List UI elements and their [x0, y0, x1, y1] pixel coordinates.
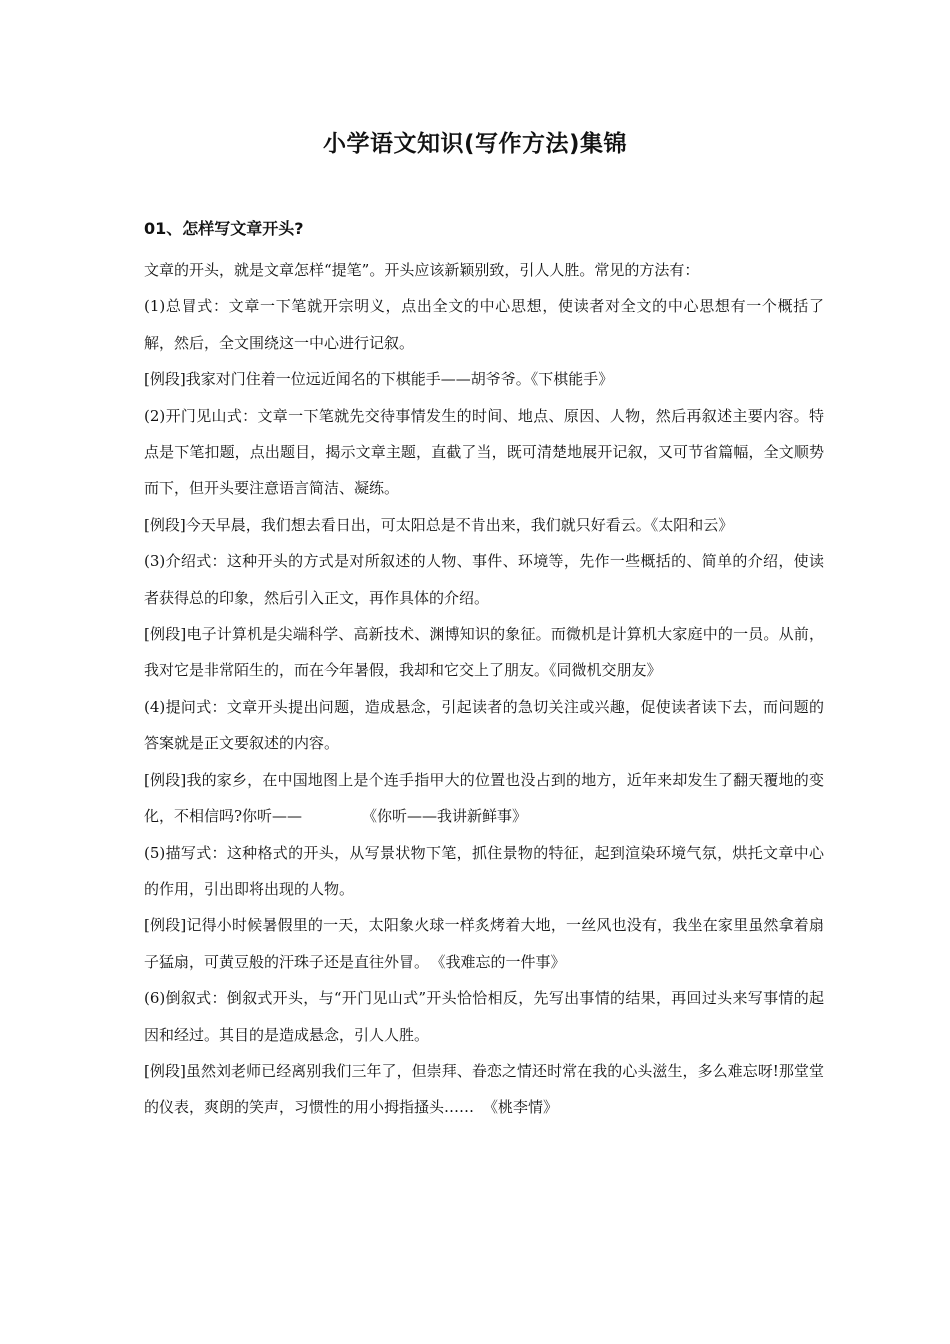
section-body — [144, 252, 824, 1126]
example-source: 《桃李情》 — [483, 1098, 559, 1117]
method-5-definition: (5)描写式：这种格式的开头，从写景状物下笔，抓住景物的特征，起到渲染环境气氛，烘托文章中心的作用，引出即将出现的人物。 — [144, 843, 824, 898]
method-6-definition: (6)倒叙式：倒叙式开头，与“开门见山式”开头恰恰相反，先写出事情的结果，再回过头来写事情的起因和经过。其目的是造成悬念，引人人胜。 — [144, 989, 824, 1044]
example-text: [例段]虽然刘老师已经离别我们三年了，但崇拜、眷恋之情还时常在我的心头滋生，多么难忘呀!那堂堂的仪表，爽朗的笑声，习惯性的用小拇指搔头…… — [144, 1061, 824, 1117]
method-2-definition: (2)开门见山式：文章一下笔就先交待事情发生的时间、地点、原因、人物，然后再叙述主要内容。特点是下笔扣题，点出题目，揭示文章主题，直截了当，既可清楚地展开记叙，又可节省篇幅，全文顺势而下，但开头要注意语言简洁、凝练。 — [144, 406, 824, 498]
method-1-definition: (1)总冒式：文章一下笔就开宗明义，点出全文的中心思想，使读者对全文的中心思想有一个概括了解，然后，全文围绕这一中心进行记叙。 — [144, 297, 824, 352]
example-text: [例段]记得小时候暑假里的一天，太阳象火球一样炙烤着大地，一丝风也没有，我坐在家里虽然拿着扇子猛扇，可黄豆般的汗珠子还是直往外冒。 — [144, 916, 824, 971]
example-text: [例段]今天早晨，我们想去看日出，可太阳总是不肯出来，我们就只好看云。 — [144, 515, 651, 534]
example-source: 《我难忘的一件事》 — [438, 952, 566, 971]
example-source: 《你听——我讲新鲜事》 — [362, 807, 528, 826]
example-text: [例段]电子计算机是尖端科学、高新技术、渊博知识的象征。而微机是计算机大家庭中的一员。从前，我对它是非常陌生的，而在今年暑假，我却和它交上了朋友。 — [144, 625, 824, 680]
example-text: [例段]我家对门住着一位远近闻名的下棋能手——胡爷爷。 — [144, 370, 531, 389]
document-title: 小学语文知识(写作方法)集锦 — [322, 131, 628, 157]
method-2-example — [144, 507, 824, 543]
example-source: 《太阳和云》 — [650, 515, 734, 534]
example-text: [例段]我的家乡，在中国地图上是个连手指甲大的位置也没占到的地方，近年来却发生了翻天覆地的变化，不相信吗?你听—— — [144, 770, 824, 826]
method-1-example — [144, 361, 824, 397]
method-3-example — [144, 616, 824, 689]
example-source: 《同微机交朋友》 — [549, 661, 662, 680]
section-heading: 01、怎样写文章开头? — [144, 219, 304, 238]
method-4-definition: (4)提问式：文章开头提出问题，造成悬念，引起读者的急切关注或兴趣，促使读者读下去，而问题的答案就是正文要叙述的内容。 — [144, 697, 824, 753]
method-5-example — [144, 907, 824, 980]
intro-paragraph: 文章的开头，就是文章怎样“提笔”。开头应该新颖别致，引人人胜。常见的方法有： — [144, 261, 700, 279]
method-6-example — [144, 1053, 824, 1126]
method-3-definition: (3)介绍式：这种开头的方式是对所叙述的人物、事件、环境等，先作一些概括的、简单的介绍，使读者获得总的印象，然后引入正文，再作具体的介绍。 — [144, 552, 824, 607]
example-source: 《下棋能手》 — [530, 370, 614, 389]
method-4-example — [144, 762, 824, 835]
